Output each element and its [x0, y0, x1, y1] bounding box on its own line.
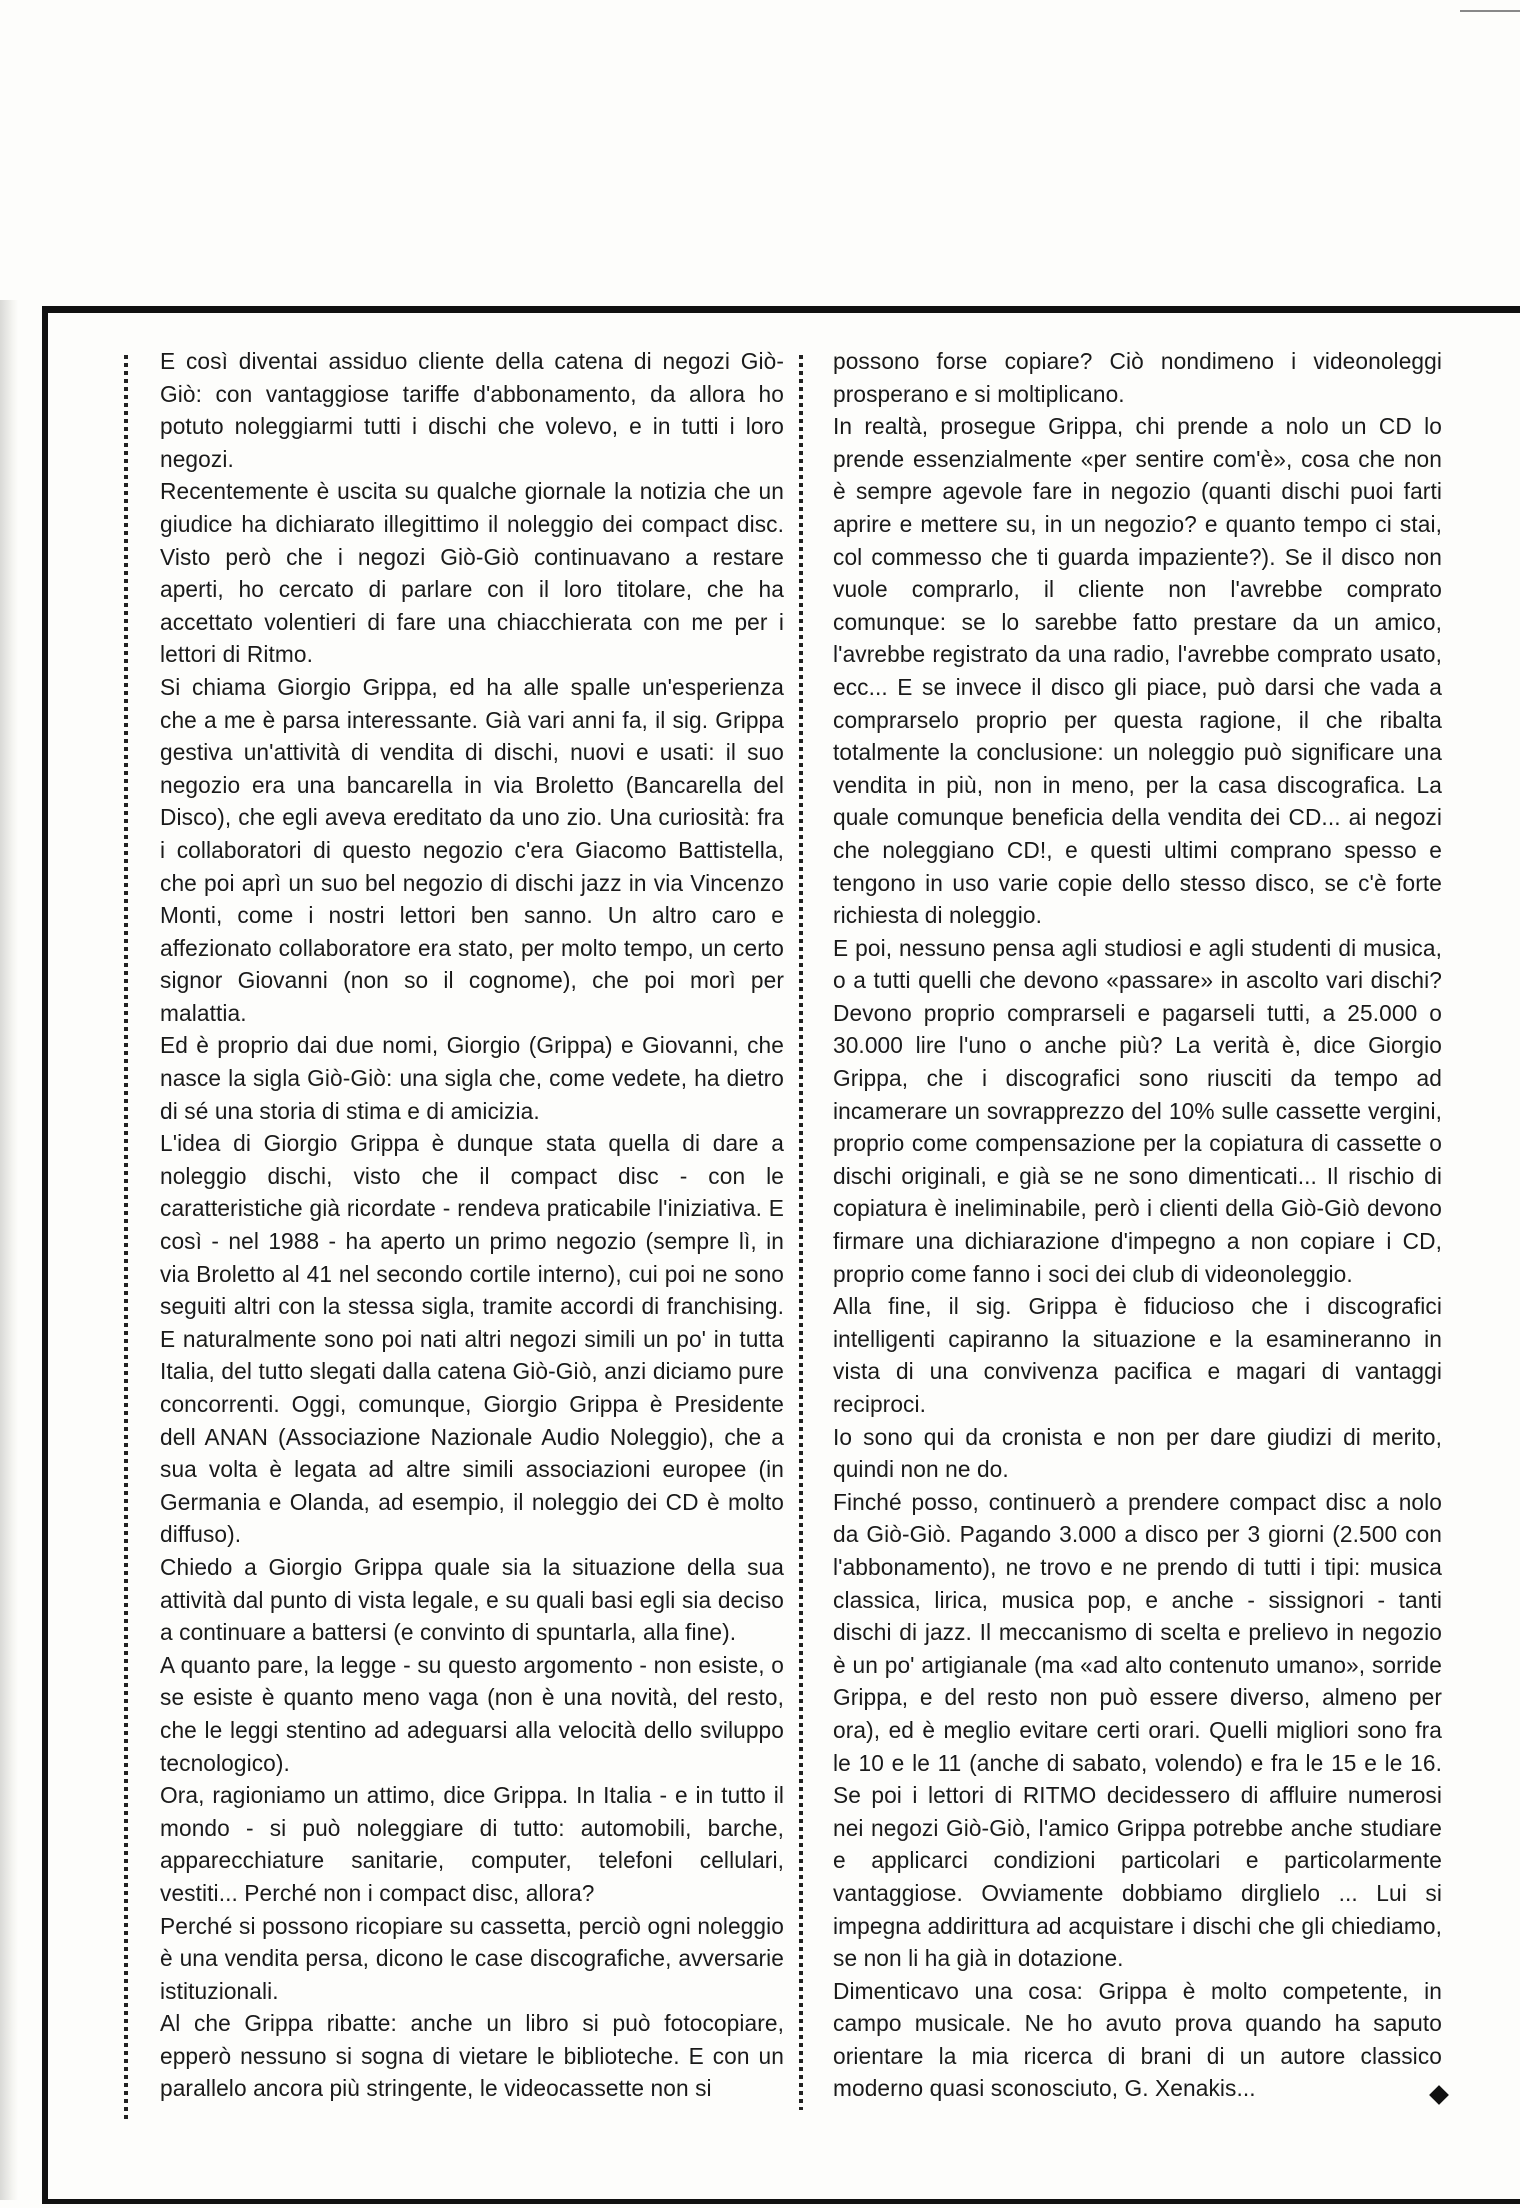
- paragraph: In realtà, prosegue Grippa, chi prende a nolo un CD lo prende essenzialmente «per sentire com'è», cosa che non è sempre agevole fare in negozio (quanti dischi puoi farti aprire e mettere su, in un negozio? e quanto tempo ci stai, col commesso che ti guarda impaziente?). Se il disco non vuole comprarlo, il cliente non l'avrebbe comprato comunque: se lo sarebbe fatto prestare da un amico, l'avrebbe registrato da una radio, l'avrebbe comprato usato, ecc... E se invece il disco gli piace, può darsi che vada a comprarselo proprio per questa ragione, il che ribalta totalmente la conclusione: un noleggio può significare una vendita in più, non in meno, per la casa discografica. La quale comunque beneficia della vendita dei CD... ai negozi che noleggiano CD!, e questi ultimi comprano spesso e tengono in uso varie copie dello stesso disco, se c'è forte richiesta di noleggio.: [833, 413, 1442, 929]
- paragraph: L'idea di Giorgio Grippa è dunque stata quella di dare a noleggio dischi, visto che il compact disc - con le caratteristiche già ricordate - rendeva praticabile l'iniziativa. E così - nel 1988 - ha aperto un primo negozio (sempre lì, in via Broletto al 41 nel secondo cortile interno), cui poi ne sono seguiti altri con la stessa sigla, tramite accordi di franchising. E naturalmente sono poi nati altri negozi simili un po' in tutta Italia, del tutto slegati dalla catena Giò-Giò, anzi diciamo pure concorrenti. Oggi, comunque, Giorgio Grippa è Presidente dell ANAN (Associazione Nazionale Audio Noleggio), che a sua volta è legata ad altre simili associazioni europee (in Germania e Olanda, ad esempio, il noleggio dei CD è molto diffuso).: [160, 1130, 784, 1548]
- paragraph: Perché si possono ricopiare su cassetta, perciò ogni noleggio è una vendita persa, dicono le case discografiche, avversarie istituzionali.: [160, 1912, 784, 2004]
- paragraph: Ed è proprio dai due nomi, Giorgio (Grippa) e Giovanni, che nasce la sigla Giò-Giò: una sigla che, come vedete, ha dietro di sé una storia di stima e di amicizia.: [160, 1032, 784, 1124]
- article-column-left: [160, 345, 784, 2105]
- column-dotted-rule-left: [124, 355, 128, 2120]
- paragraph: Ora, ragioniamo un attimo, dice Grippa. In Italia - e in tutto il mondo - si può noleggiare di tutto: automobili, barche, apparecchiature sanitarie, computer, telefoni cellulari, vestiti... Perché non i compact disc, allora?: [160, 1782, 784, 1906]
- paragraph: Io sono qui da cronista e non per dare giudizi di merito, quindi non ne do.: [833, 1423, 1442, 1483]
- paragraph: Si chiama Giorgio Grippa, ed ha alle spalle un'esperienza che a me è parsa interessante. Già vari anni fa, il sig. Grippa gestiva un'attività di vendita di dischi, nuovi e usati: il suo negozio era una bancarella in via Broletto (Bancarella del Disco), che egli aveva ereditato da uno zio. Una curiosità: fra i collaboratori di questo negozio c'era Giacomo Battistella, che poi aprì un suo bel negozio di dischi jazz in via Vincenzo Monti, come i nostri lettori ben sanno. Un altro caro e affezionato collaboratore era stato, per molto tempo, un certo signor Giovanni (non so il cognome), che poi morì per malattia.: [160, 673, 784, 1026]
- paragraph: Chiedo a Giorgio Grippa quale sia la situazione della sua attività dal punto di vista legale, e su quali basi egli sia deciso a continuare a battersi (e convinto di spuntarla, alla fine).: [160, 1553, 784, 1646]
- paragraph: E poi, nessuno pensa agli studiosi e agli studenti di musica, o a tutti quelli che devono «passare» in ascolto vari dischi? Devono proprio comprarseli e pagarseli tutti, a 25.000 o 30.000 lire l'uno o anche più? La verità è, dice Giorgio Grippa, che i discografici sono riusciti da tempo ad incamerare un sovrapprezzo del 10% sulle cassette vergini, proprio come compensazione per la copiatura di cassette o dischi originali, e già se ne sono dimenticati... Il rischio di copiatura è ineliminabile, però i clienti della Giò-Giò devono firmare una dichiarazione d'impegno a non copiare i CD, proprio come fanno i soci dei club di videonoleggio.: [833, 934, 1442, 1287]
- paragraph: E così diventai assiduo cliente della catena di negozi Giò-Giò: con vantaggiose tariffe d'abbonamento, da allora ho potuto noleggiarmi tutti i dischi che volevo, e in tutti i loro negozi.: [160, 348, 784, 472]
- article-column-right: [833, 345, 1442, 2105]
- paragraph: Finché posso, continuerò a prendere compact disc a nolo da Giò-Giò. Pagando 3.000 a disco per 3 giorni (2.500 con l'abbonamento), ne trovo e ne prendo di tutti i tipi: musica classica, lirica, musica pop, e anche - sissignori - tanti dischi di jazz. Il meccanismo di scelta e prelievo in negozio è un po' artigianale (ma «ad alto contenuto umano», sorride Grippa, e del resto non può essere diverso, almeno per ora), ed è meglio evitare certi orari. Quelli migliori sono fra le 10 e le 11 (anche di sabato, volendo) e fra le 15 e le 16. Se poi i lettori di RITMO decidessero di affluire numerosi nei negozi Giò-Giò, l'amico Grippa potrebbe anche studiare e applicarci condizioni particolari e particolarmente vantaggiose. Ovviamente dobbiamo dirglielo ... Lui si impegna addirittura ad acquistare i dischi che gli chiediamo, se non li ha già in dotazione.: [833, 1488, 1442, 1972]
- paragraph: Alla fine, il sig. Grippa è fiducioso che i discografici intelligenti capiranno la situazione e la esamineranno in vista di una convivenza pacifica e magari di vantaggi reciproci.: [833, 1293, 1442, 1417]
- column-dotted-rule-right: [799, 355, 803, 2110]
- page-edge-shadow: [0, 300, 18, 2200]
- paragraph: Dimenticavo una cosa: Grippa è molto competente, in campo musicale. Ne ho avuto prova quando ha saputo orientare la mia ricerca di brani di un autore classico moderno quasi sconosciuto, G. Xenakis...: [833, 1977, 1442, 2102]
- paragraph: A quanto pare, la legge - su questo argomento - non esiste, o se esiste è quanto meno vaga (non è una novità, del resto, che le leggi stentino ad adeguarsi alla velocità dello sviluppo tecnologico).: [160, 1651, 784, 1776]
- paragraph: Al che Grippa ribatte: anche un libro si può fotocopiare, epperò nessuno si sogna di vietare le biblioteche. E con un parallelo ancora più stringente, le videocassette non si: [160, 2010, 784, 2102]
- page-corner-line: [1460, 10, 1520, 12]
- paragraph: Recentemente è uscita su qualche giornale la notizia che un giudice ha dichiarato illegittimo il noleggio dei compact disc. Visto però che i negozi Giò-Giò continuavano a restare aperti, ho cercato di parlare con il loro titolare, che ha accettato volentieri di fare una chiacchierata con me per i lettori di Ritmo.: [160, 478, 784, 668]
- paragraph: possono forse copiare? Ciò nondimeno i videonoleggi prosperano e si moltiplicano.: [833, 348, 1442, 407]
